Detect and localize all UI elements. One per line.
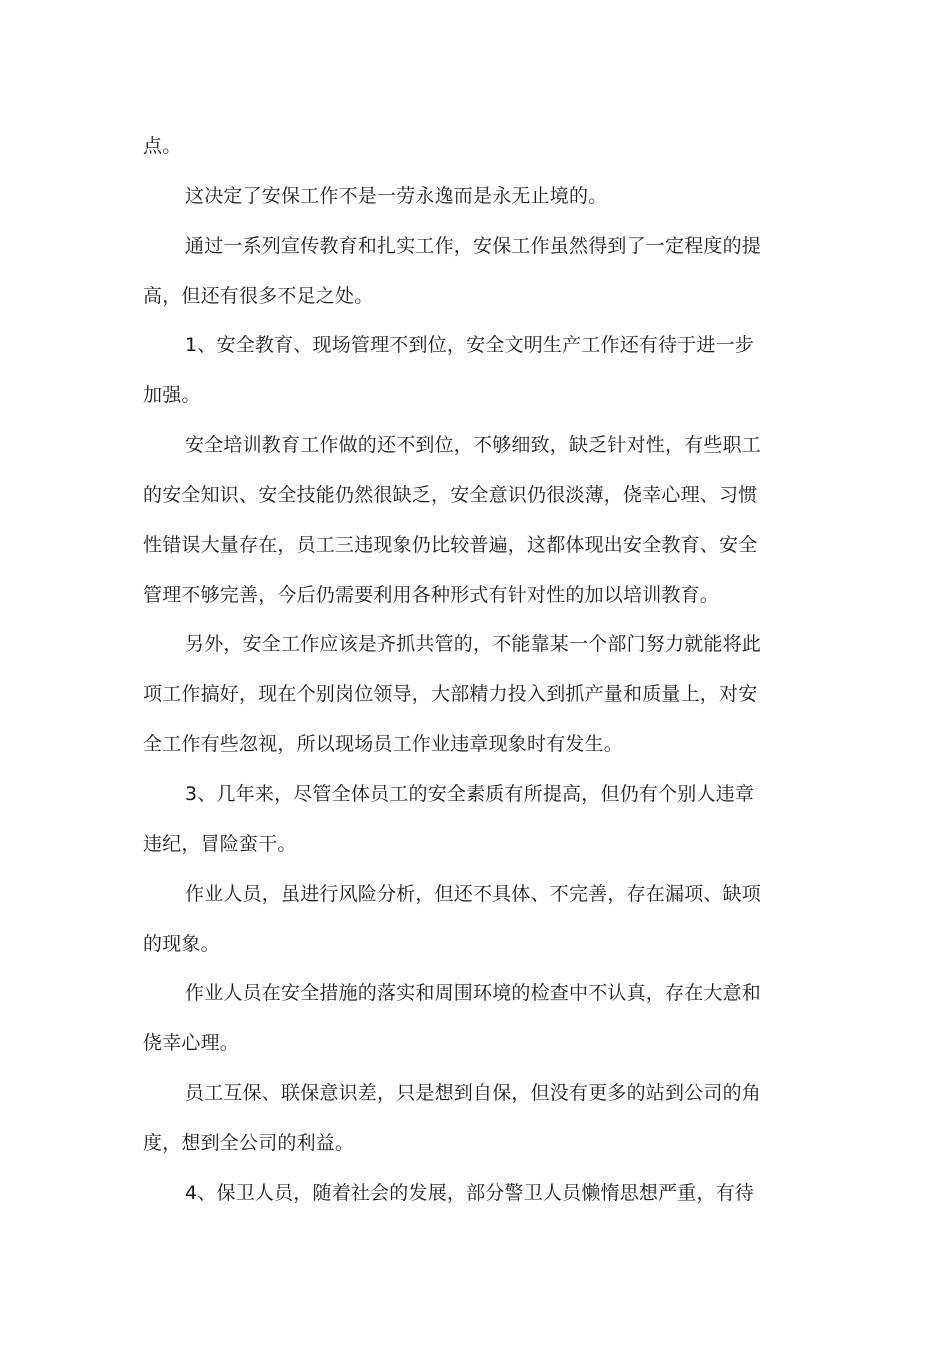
text-line: 加强。 [143,384,201,407]
text-line: 的现象。 [143,932,220,955]
text-line: 1、安全教育、现场管理不到位，安全文明生产工作还有待于进一步 [185,334,755,357]
text-line: 通过一系列宣传教育和扎实工作，安保工作虽然得到了一定程度的提 [185,234,762,257]
text-line: 管理不够完善，今后仍需要利用各种形式有针对性的加以培训教育。 [143,583,720,606]
text-line: 项工作搞好，现在个别岗位领导，大部精力投入到抓产量和质量上，对安 [143,683,758,706]
text-line: 员工互保、联保意识差，只是想到自保，但没有更多的站到公司的角 [185,1082,762,1105]
text-line: 高，但还有很多不足之处。 [143,284,374,307]
text-line: 这决定了安保工作不是一劳永逸而是永无止境的。 [185,184,608,207]
text-line: 4、保卫人员，随着社会的发展，部分警卫人员懒惰思想严重，有待 [185,1181,755,1204]
text-line: 3、几年来，尽管全体员工的安全素质有所提高，但仍有个别人违章 [185,782,755,805]
text-line: 另外，安全工作应该是齐抓共管的，不能靠某一个部门努力就能将此 [185,633,762,656]
text-line: 的安全知识、安全技能仍然很缺乏，安全意识仍很淡薄，侥幸心理、习惯 [143,483,758,506]
text-line: 点。 [143,135,182,157]
text-line: 作业人员在安全措施的落实和周围环境的检查中不认真，存在大意和 [185,982,762,1005]
text-line: 度，想到全公司的利益。 [143,1131,355,1154]
text-line: 侥幸心理。 [143,1032,240,1055]
text-line: 安全培训教育工作做的还不到位，不够细致，缺乏针对性，有些职工 [185,434,762,457]
body-text [143,122,762,1219]
text-line: 全工作有些忽视，所以现场员工作业违章现象时有发生。 [143,733,624,756]
text-line: 性错误大量存在，员工三违现象仍比较普遍，这都体现出安全教育、安全 [143,533,758,556]
text-line: 违纪，冒险蛮干。 [143,832,297,855]
text-line: 作业人员，虽进行风险分析，但还不具体、不完善，存在漏项、缺项 [185,882,762,905]
